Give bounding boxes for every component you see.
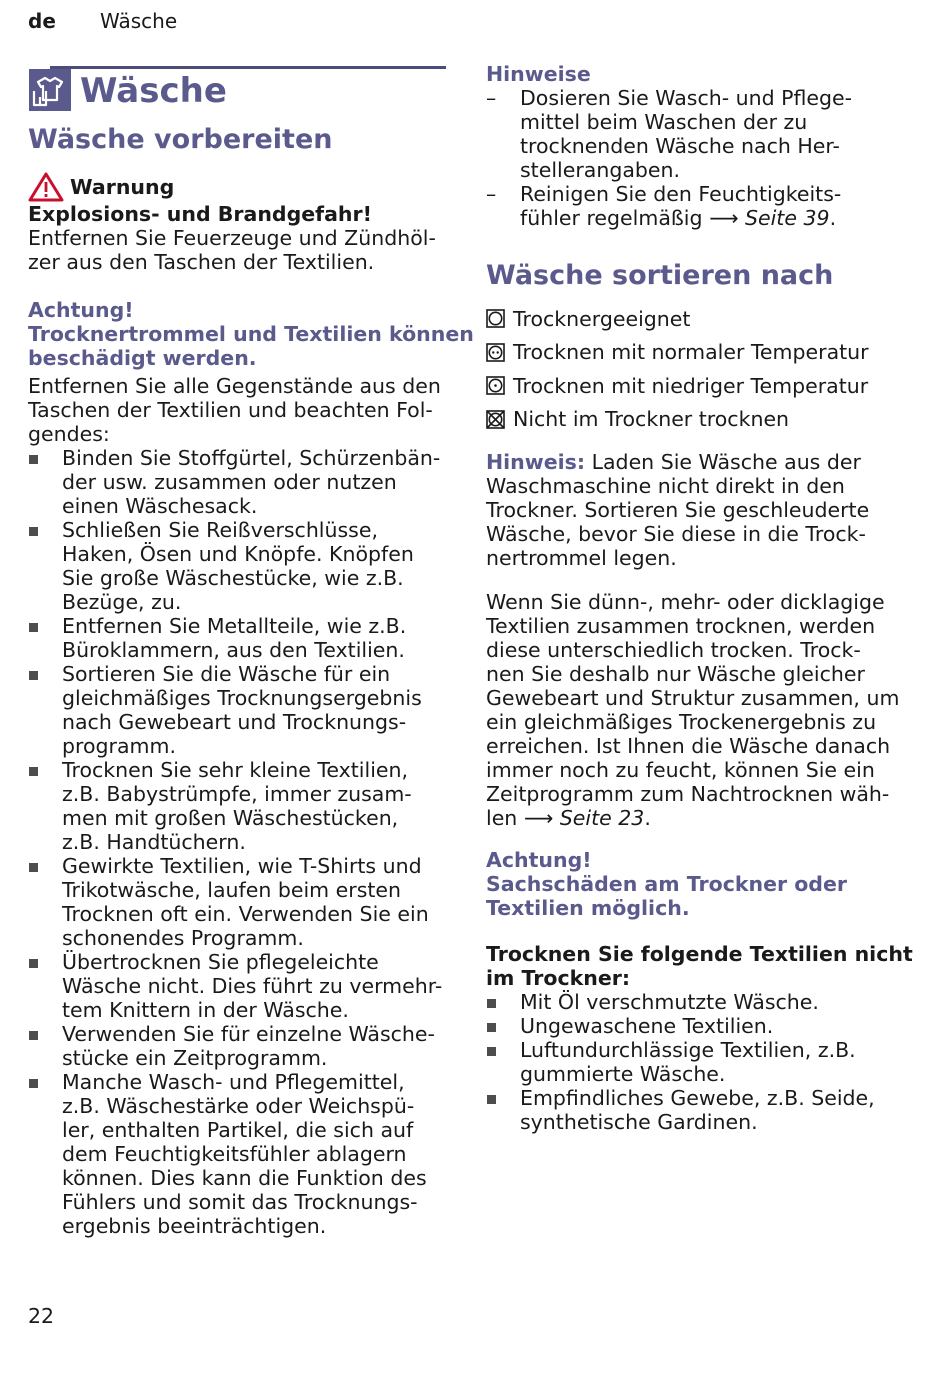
care-symbol-row: Trocknen mit niedriger Temperatur	[486, 369, 926, 403]
list-item: Verwenden Sie für einzelne Wäsche- stücke ein Zeitprogramm.	[28, 1022, 448, 1070]
care-symbol-row: Trocknergeeignet	[486, 302, 926, 336]
page-reference-link[interactable]: Seite 39	[744, 206, 830, 230]
list-item: Binden Sie Stoffgürtel, Schürzenbän- der usw. zusammen oder nutzen einen Wäschesack.	[28, 446, 448, 518]
list-item: Empfindliches Gewebe, z.B. Seide, synthetische Gardinen.	[486, 1086, 926, 1134]
caution-label: Achtung!	[486, 848, 592, 872]
list-item: – Dosieren Sie Wasch- und Pflege- mittel beim Waschen der zu trocknenden Wäsche nach Her- stellerangaben.	[452, 86, 926, 182]
page-header	[28, 8, 178, 34]
arrow-right-icon: ⟶	[709, 206, 739, 230]
care-symbols-list	[486, 302, 926, 436]
caution-intro-line: gendes:	[28, 422, 110, 446]
list-item: Trocknen Sie sehr kleine Textilien, z.B. Babystrümpfe, immer zusam- men mit großen Wäschestücken, z.B. Handtüchern.	[28, 758, 448, 854]
care-symbol-row: Trocknen mit normaler Temperatur	[486, 336, 926, 370]
laundry-icon	[29, 69, 71, 111]
list-item: Ungewaschene Textilien.	[486, 1014, 926, 1038]
notes-list	[452, 86, 926, 230]
list-item: Übertrocknen Sie pflegeleichte Wäsche nicht. Dies führt zu vermehr- tem Knittern in der Wäsche.	[28, 950, 448, 1022]
sort-heading: Wäsche sortieren nach	[486, 260, 834, 291]
not-in-dryer-list	[486, 990, 926, 1134]
list-item: – Reinigen Sie den Feuchtigkeits- fühler regelmäßig ⟶ Seite 39.	[452, 182, 926, 230]
list-item: Manche Wasch- und Pflegemittel, z.B. Wäschestärke oder Weichspü- ler, enthalten Partikel, die sich auf dem Feuchtigkeitsfühler ablagern können. Dies kann die Funktion des Fühlers und somit das Trocknungs- ergebnis beeinträchtigen.	[28, 1070, 448, 1238]
arrow-right-icon: ⟶	[523, 806, 554, 830]
list-item: Mit Öl verschmutzte Wäsche.	[486, 990, 926, 1014]
list-item: Gewirkte Textilien, wie T-Shirts und Trikotwäsche, laufen beim ersten Trocknen oft ein. Verwenden Sie ein schonendes Programm.	[28, 854, 448, 950]
warning-text-line: zer aus den Taschen der Textilien.	[28, 250, 375, 274]
caution-title-line: Sachschäden am Trockner oder	[486, 872, 847, 896]
caution-title-line: beschädigt werden.	[28, 346, 257, 370]
page-reference-link[interactable]: Seite 23	[559, 806, 645, 830]
prepare-list	[28, 446, 448, 1238]
caution-block	[28, 298, 474, 1238]
list-item: Entfernen Sie Metallteile, wie z.B. Büroklammern, aus den Textilien.	[28, 614, 448, 662]
caution-intro-line: Entfernen Sie alle Gegenstände aus den	[28, 374, 441, 398]
notes-block	[486, 62, 926, 230]
page-number: 22	[28, 1304, 55, 1328]
warning-text-line: Entfernen Sie Feuerzeuge und Zündhöl-	[28, 226, 436, 250]
list-item: Sortieren Sie die Wäsche für ein gleichmäßiges Trocknungsergebnis nach Gewebeart und Trocknungs- programm.	[28, 662, 448, 758]
dryer-low-temp-icon	[486, 376, 505, 395]
chapter-rule	[50, 66, 446, 69]
caution-label: Achtung!	[28, 298, 134, 322]
caution-block-2	[486, 848, 926, 920]
chapter-title: Wäsche	[80, 71, 227, 111]
not-in-dryer-title: Trocknen Sie folgende Textilien nicht	[486, 942, 913, 966]
not-in-dryer-title: im Trockner:	[486, 966, 631, 990]
caution-intro-line: Taschen der Textilien und beachten Fol-	[28, 398, 433, 422]
notes-label: Hinweise	[486, 62, 591, 86]
dryer-suitable-icon	[486, 309, 505, 328]
language-code: de	[28, 9, 56, 33]
sorting-paragraph: Wenn Sie dünn-, mehr- oder dicklagige Textilien zusammen trocknen, werden diese unterschiedlich trocken. Trock- nen Sie deshalb nur Wäsche gleicher Gewebeart und Struktur zusammen, um ein gleichmäßiges Trockenergebnis zu erreichen. Ist Ihnen die Wäsche danach immer noch zu feucht, können Sie ein Zeitprogramm zum Nachtrocknen wäh- len ⟶ Seite 23.	[486, 590, 900, 830]
caution-title-line: Textilien möglich.	[486, 896, 690, 920]
warning-label: Warnung	[70, 175, 175, 199]
warning-triangle-icon	[28, 172, 64, 202]
hint-label: Hinweis:	[486, 450, 586, 474]
warning-title: Explosions- und Brandgefahr!	[28, 202, 372, 226]
list-item: Schließen Sie Reißverschlüsse, Haken, Ösen und Knöpfe. Knöpfen Sie große Wäschestücke, wie z.B. Bezüge, zu.	[28, 518, 448, 614]
section-name: Wäsche	[100, 9, 178, 33]
prepare-heading: Wäsche vorbereiten	[28, 124, 333, 155]
hint-block: Hinweis: Laden Sie Wäsche aus der Waschmaschine nicht direkt in den Trockner. Sortieren Sie geschleuderte Wäsche, bevor Sie diese in die Trock- nertrommel legen.	[486, 450, 870, 570]
do-not-tumble-dry-icon	[486, 410, 505, 429]
list-item: Luftundurchlässige Textilien, z.B. gummierte Wäsche.	[486, 1038, 926, 1086]
warning-block	[28, 172, 448, 274]
care-symbol-row: Nicht im Trockner trocknen	[486, 403, 926, 437]
caution-title-line: Trocknertrommel und Textilien können	[28, 322, 474, 346]
dryer-normal-temp-icon	[486, 343, 505, 362]
not-in-dryer-block	[486, 942, 926, 1134]
